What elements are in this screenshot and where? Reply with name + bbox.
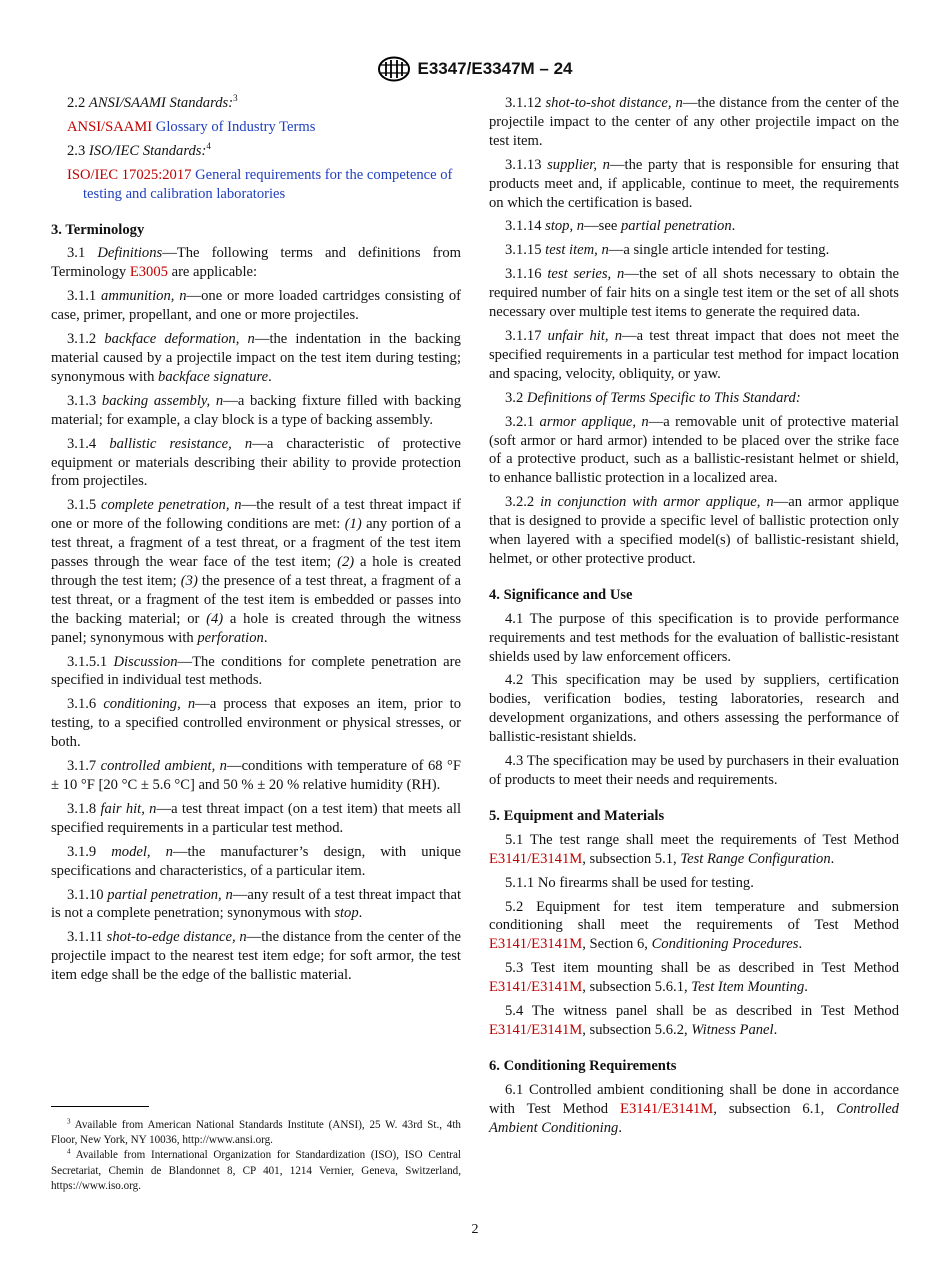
para-3-1-14: 3.1.14 stop, n—see partial penetration. [505,218,736,235]
ansi-saami-reference[interactable]: ANSI/SAAMI Glossary of Industry Terms [67,118,316,135]
para-3-1-15: 3.1.15 test item, n—a single article intended for testing. [505,242,830,259]
footnote-ref-3: 3 [233,93,238,104]
para-3-2: 3.2 Definitions of Terms Specific to This Standard: [505,389,801,406]
para-3-1-7: 3.1.7 controlled ambient, n—conditions with temperature of 68 °F ± 10 °F [20 °C ± 5.6 °C] and 50 % ± 20 % relative humidity (RH). [51,758,462,793]
para-5-1: 5.1 The test range shall meet the requirements of Test Method E3141/E3141M, subsection 5.1, Test Range Configuration. [489,831,899,867]
e3141-link[interactable]: E3141/E3141M [489,936,583,953]
para-3-1-1: 3.1.1 ammunition, n—one or more loaded cartridges consisting of case, primer, propellant, and one or more projectiles. [51,288,461,324]
e3141-link[interactable]: E3141/E3141M [489,979,583,996]
para-3-1-10: 3.1.10 partial penetration, n—any result of a test threat impact that is not a complete penetration; synonymous with stop. [51,886,461,922]
para-6-1: 6.1 Controlled ambient conditioning shall be done in accordance with Test Method E3141/E3141M, subsection 6.1, Controlled Ambient Conditioning. [489,1081,899,1136]
para-3-2-1: 3.2.1 armor applique, n—a removable unit of protective material (soft armor or hard armor) intended to be placed over the strike face of a protective product, such as a ballistic-resistant helmet or shield, to enhance ballistic protection in a localized area. [489,413,899,487]
section-5-heading: 5. Equipment and Materials [489,807,665,824]
para-5-3: 5.3 Test item mounting shall be as described in Test Method E3141/E3141M, subsection 5.6.1, Test Item Mounting. [489,960,899,996]
footnote-3: $^3$ Available from American National Standards Institute (ANSI), 25 W. 43rd St., 4th Floor, New York, NY 10036, http://www.ansi.org. [51,1117,461,1147]
astm-logo-icon [377,56,411,82]
left-column [51,94,461,990]
section-2-2: 2.2 ANSI/SAAMI Standards:$^3$ [67,93,238,111]
footnotes [51,1118,461,1194]
e3141-link[interactable]: E3141/E3141M [489,850,583,867]
e3005-link[interactable]: E3005 [129,264,168,281]
para-5-2: 5.2 Equipment for test item temperature and submersion conditioning shall meet the requirements of Test Method E3141/E3141M, Section 6, Conditioning Procedures. [489,898,899,953]
iso-iec-17025-reference[interactable]: ISO/IEC 17025:2017 General requirements for the competence of testing and calibration laboratories [67,166,453,202]
para-4-2: 4.2 This specification may be used by suppliers, certification bodies, verification bodies, testing laboratories, research and development organizations, and others assessing the performance of ballistic-resistant shields. [489,672,899,746]
footnote-ref-4: 4 [206,140,211,151]
section-3-heading: 3. Terminology [51,221,145,238]
e3141-link[interactable]: E3141/E3141M [489,1021,583,1038]
para-3-1-17: 3.1.17 unfair hit, n—a test threat impact that does not meet the specified requirements in a particular test method for impact location and spacing, velocity, obliquity, or yaw. [489,327,900,382]
standard-designation: E3347/E3347M – 24 [417,59,573,78]
para-3-1-5: 3.1.5 complete penetration, n—the result of a test threat impact if one or more of the following conditions are met: (1) any portion of a test threat, a fragment of a test threat, or a fragment of the test item passes through the wear face of the test item; (2) a hole is created through the test item; (3) the presence of a test threat, a fragment of a test threat, or a fragment of the test item is embedded or passes into the backing material; or (4) a hole is created through the witness panel; synonymous with perforation. [51,497,461,646]
para-3-1: 3.1 Definitions—The following terms and definitions from Terminology E3005 are applicable: [51,245,461,281]
para-4-3: 4.3 The specification may be used by purchasers in their evaluation of products to meet their needs and requirements. [489,753,899,788]
para-3-1-3: 3.1.3 backing assembly, n—a backing fixture filled with backing material; for example, a clay block is a type of backing assembly. [51,392,461,428]
para-3-1-11: 3.1.11 shot-to-edge distance, n—the distance from the center of the projectile impact to the nearest test item edge; for soft armor, the test item edge shall be the edge of the ballistic material. [51,929,461,984]
para-5-4: 5.4 The witness panel shall be as described in Test Method E3141/E3141M, subsection 5.6.2, Witness Panel. [489,1003,899,1038]
section-4-heading: 4. Significance and Use [489,586,633,603]
section-6-heading: 6. Conditioning Requirements [489,1057,677,1074]
e3141-link[interactable]: E3141/E3141M [620,1100,714,1117]
para-3-1-8: 3.1.8 fair hit, n—a test threat impact (on a test item) that meets all specified requirements in a particular test method. [51,800,462,836]
para-3-1-4: 3.1.4 ballistic resistance, n—a characteristic of protective equipment or materials describing their ability to provide protection from projectiles. [51,435,461,490]
right-column [489,94,899,1143]
page-number: 2 [471,1222,479,1237]
para-3-1-9: 3.1.9 model, n—the manufacturer’s design, with unique specifications and characteristics, of a particular item. [51,843,461,879]
para-3-1-5-1: 3.1.5.1 Discussion—The conditions for complete penetration are specified in individual test methods. [51,653,461,689]
page-header [0,56,950,82]
footnote-4: $^4$ Available from International Organization for Standardization (ISO), ISO Central Secretariat, Chemin de Blandonnet 8, CP 401, 1214 Vernier, Geneva, Switzerland, https://www.iso.org. [51,1147,461,1192]
para-3-1-2: 3.1.2 backface deformation, n—the indentation in the backing material caused by a projectile impact on the test item during testing; synonymous with backface signature. [51,331,461,385]
para-3-2-2: 3.2.2 in conjunction with armor applique, n—an armor applique that is designed to provide a specific level of ballistic protection only when layered with a specified model(s) of ballistic-resistant shield, helmet, or other protective product. [489,494,899,567]
footnote-divider [51,1106,149,1107]
para-3-1-6: 3.1.6 conditioning, n—a process that exposes an item, prior to testing, to a specified controlled environment or physical stresses, or both. [51,696,461,751]
para-3-1-13: 3.1.13 supplier, n—the party that is responsible for ensuring that products meet and, if applicable, continue to meet, the requirements on which the certification is based. [489,156,899,211]
para-4-1: 4.1 The purpose of this specification is to provide performance requirements and test methods for the evaluation of ballistic-resistant shields used by law enforcement officers. [489,610,899,665]
section-2-3: 2.3 ISO/IEC Standards:$^4$ [67,140,211,159]
para-3-1-12: 3.1.12 shot-to-shot distance, n—the distance from the center of the projectile impact to the center of any other projectile impact on the test item. [489,95,899,149]
para-5-1-1: 5.1.1 No firearms shall be used for testing. [505,874,754,891]
para-3-1-16: 3.1.16 test series, n—the set of all shots necessary to obtain the required number of fair hits on a single test item or the set of all shots necessary over multiple test items to generate the required data. [489,266,899,321]
